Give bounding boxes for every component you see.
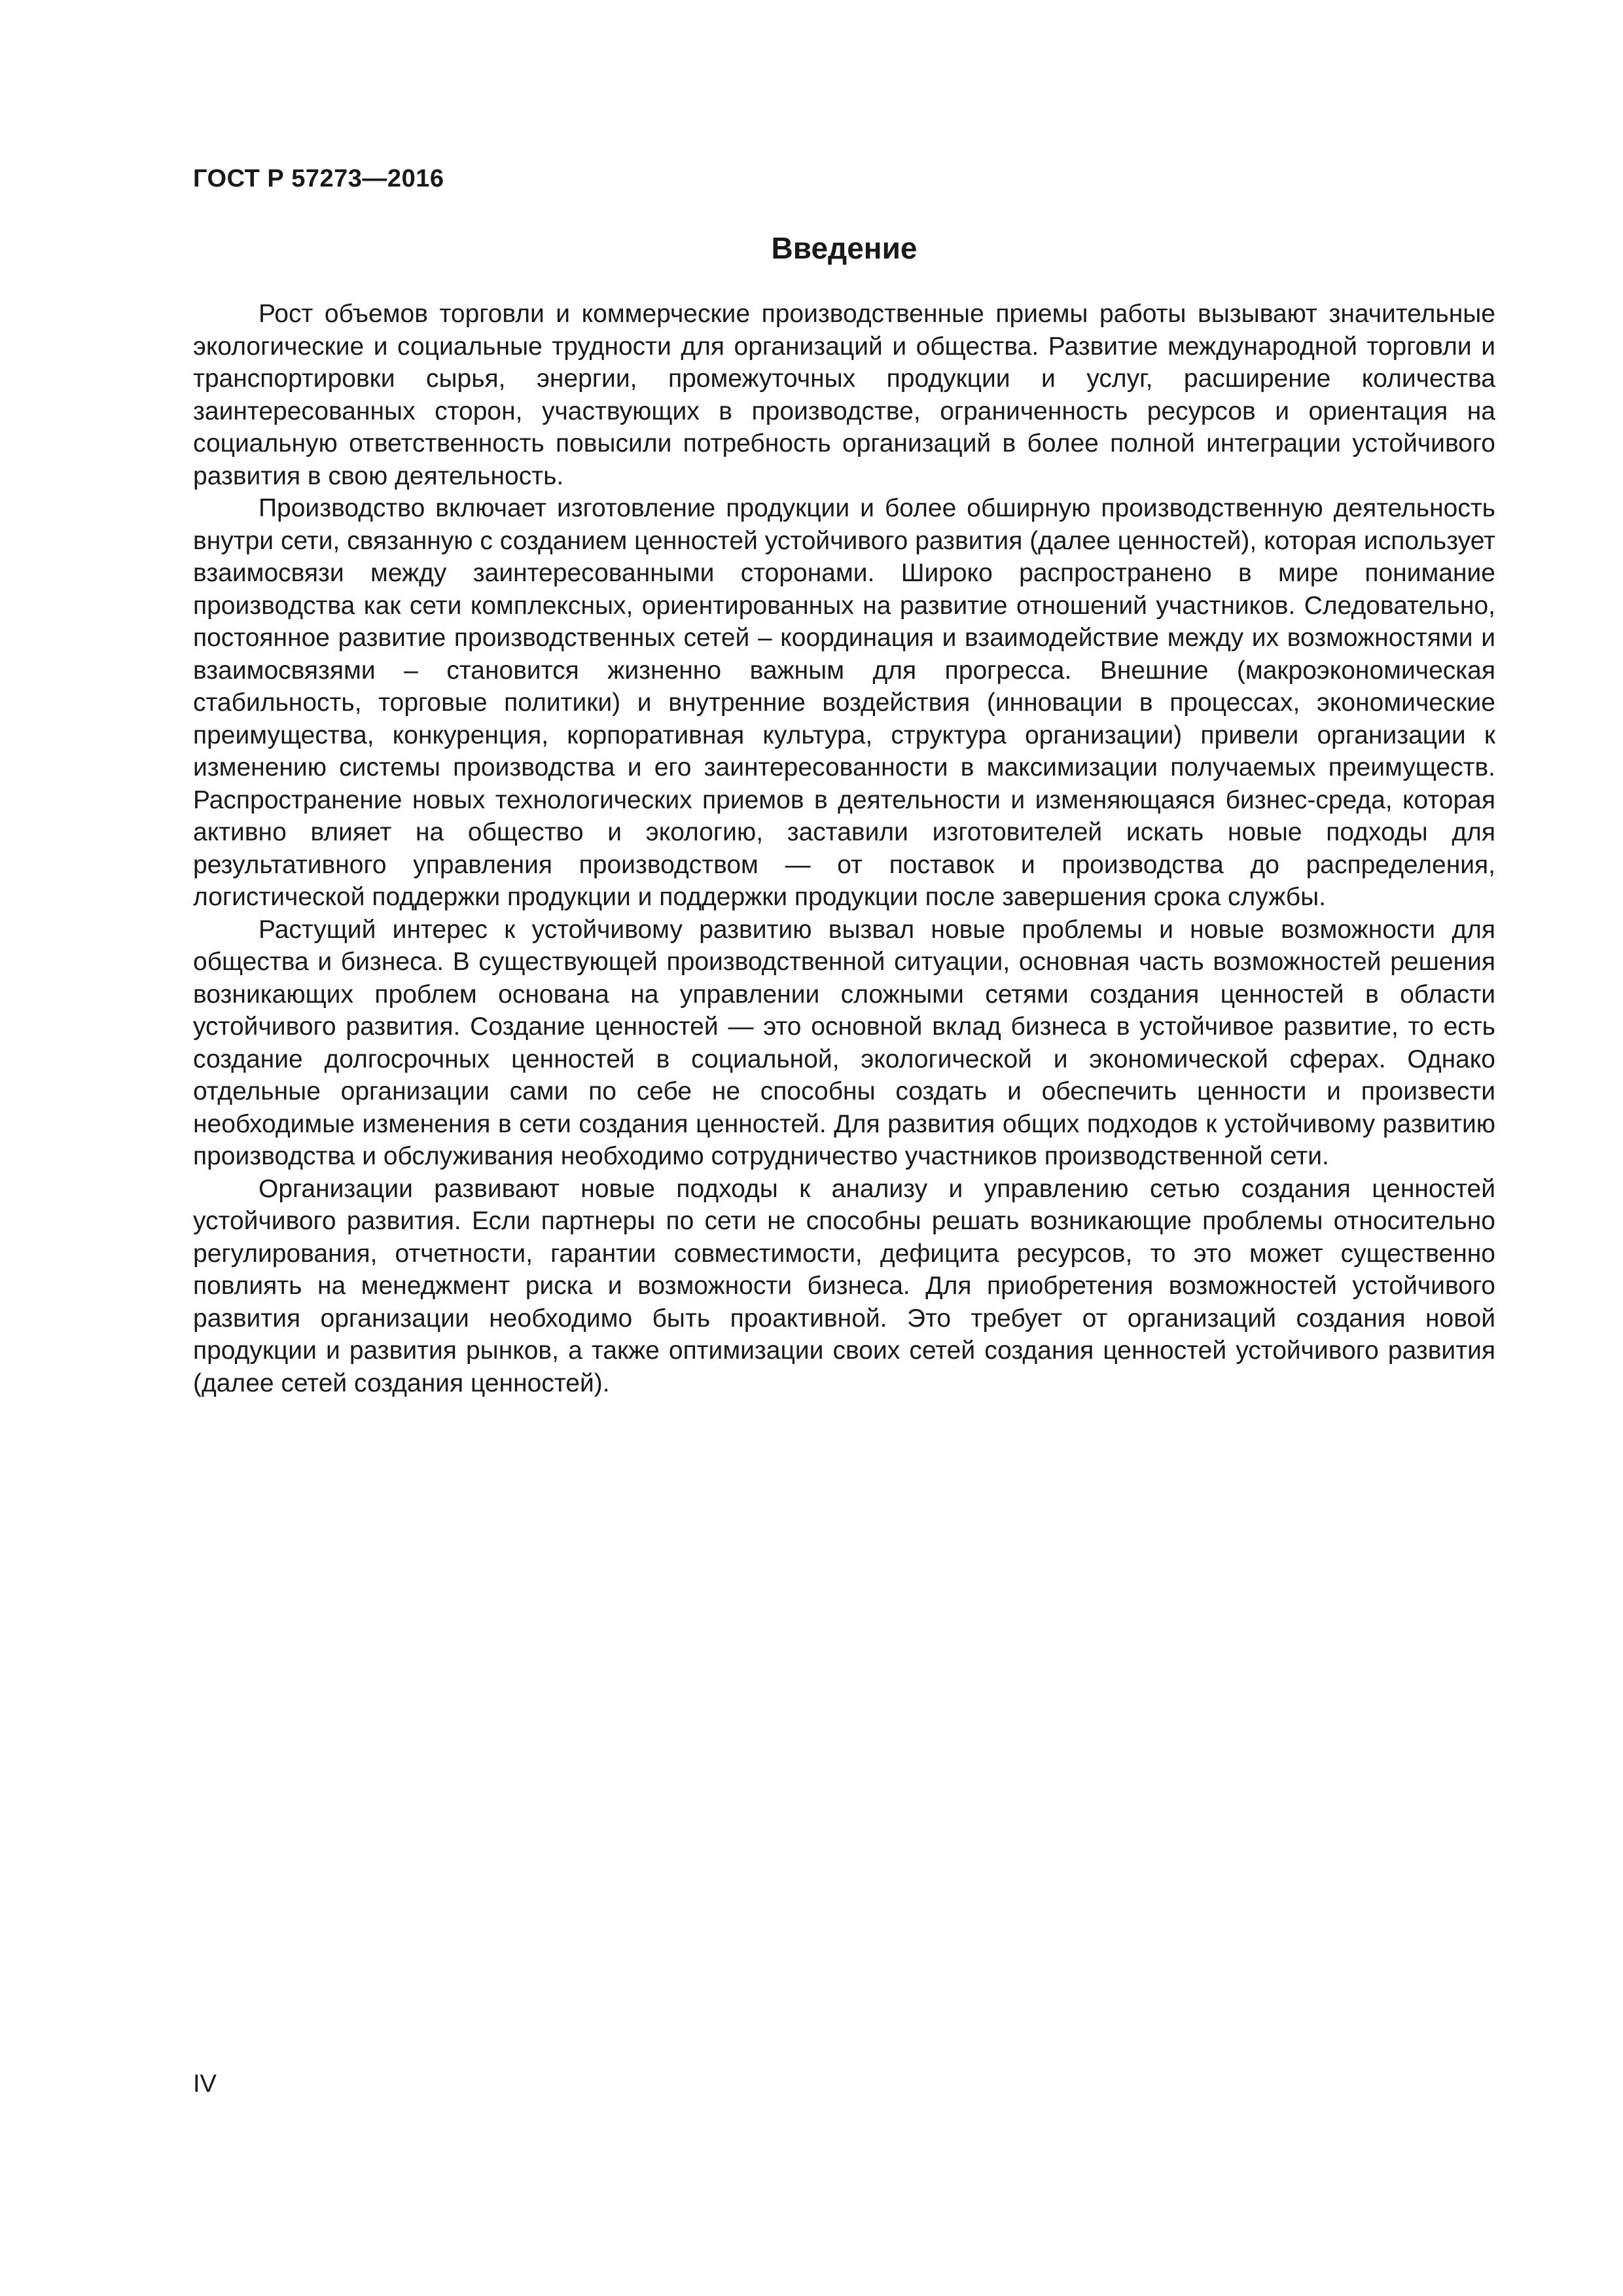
paragraph: Производство включает изготовление продукции и более обширную производственную деятельность внутри сети, связанную с созданием ценностей устойчивого развития (далее ценностей), которая использует взаимосвязи между заинтересованными сторонами. Широко распространено в мире понимание производства как сети комплексных, ориентированных на развитие отношений участников. Следовательно, постоянное развитие производственных сетей – координация и взаимодействие между их возможностями и взаимосвязями – становится жизненно важным для прогресса. Внешние (макроэкономическая стабильность, торговые политики) и внутренние воздействия (инновации в процессах, экономические преимущества, конкуренция, корпоративная культура, структура организации) привели организации к изменению системы производства и его заинтересованности в максимизации получаемых преимуществ. Распространение новых технологических приемов в деятельности и изменяющаяся бизнес-среда, которая активно влияет на общество и экологию, заставили изготовителей искать новые подходы для результативного управления производством — от поставок и производства до распределения, логистической поддержки продукции и поддержки продукции после завершения срока службы. [193, 494, 1495, 911]
paragraph: Рост объемов торговли и коммерческие производственные приемы работы вызывают значительные экологические и социальные трудности для организаций и общества. Развитие международной торговли и транспортировки сырья, энергии, промежуточных продукции и услуг, расширение количества заинтересованных сторон, участвующих в производстве, ограниченность ресурсов и ориентация на социальную ответственность повысили потребность организаций в более полной интеграции устойчивого развития в свою деятельность. [193, 300, 1495, 490]
section-title: Введение [771, 231, 918, 265]
paragraph: Организации развивают новые подходы к анализу и управлению сетью создания ценностей устойчивого развития. Если партнеры по сети не способны решать возникающие проблемы относительно регулирования, отчетности, гарантии совместимости, дефицита ресурсов, то это может существенно повлиять на менеджмент риска и возможности бизнеса. Для приобретения возможностей устойчивого развития организации необходимо быть проактивной. Это требует от организаций создания новой продукции и развития рынков, а также оптимизации своих сетей создания ценностей устойчивого развития (далее сетей создания ценностей). [193, 1174, 1495, 1397]
standard-code-header: ГОСТ Р 57273—2016 [193, 165, 444, 192]
page-number: IV [193, 2070, 217, 2098]
paragraph: Растущий интерес к устойчивому развитию вызвал новые проблемы и новые возможности для общества и бизнеса. В существующей производственной ситуации, основная часть возможностей решения возникающих проблем основана на управлении сложными сетями создания ценностей в области устойчивого развития. Создание ценностей — это основной вклад бизнеса в устойчивое развитие, то есть создание долгосрочных ценностей в социальной, экологической и экономической сферах. Однако отдельные организации сами по себе не способны создать и обеспечить ценности и произвести необходимые изменения в сети создания ценностей. Для развития общих подходов к устойчивому развитию производства и обслуживания необходимо сотрудничество участников производственной сети. [193, 915, 1495, 1170]
body-text [193, 298, 1495, 1399]
